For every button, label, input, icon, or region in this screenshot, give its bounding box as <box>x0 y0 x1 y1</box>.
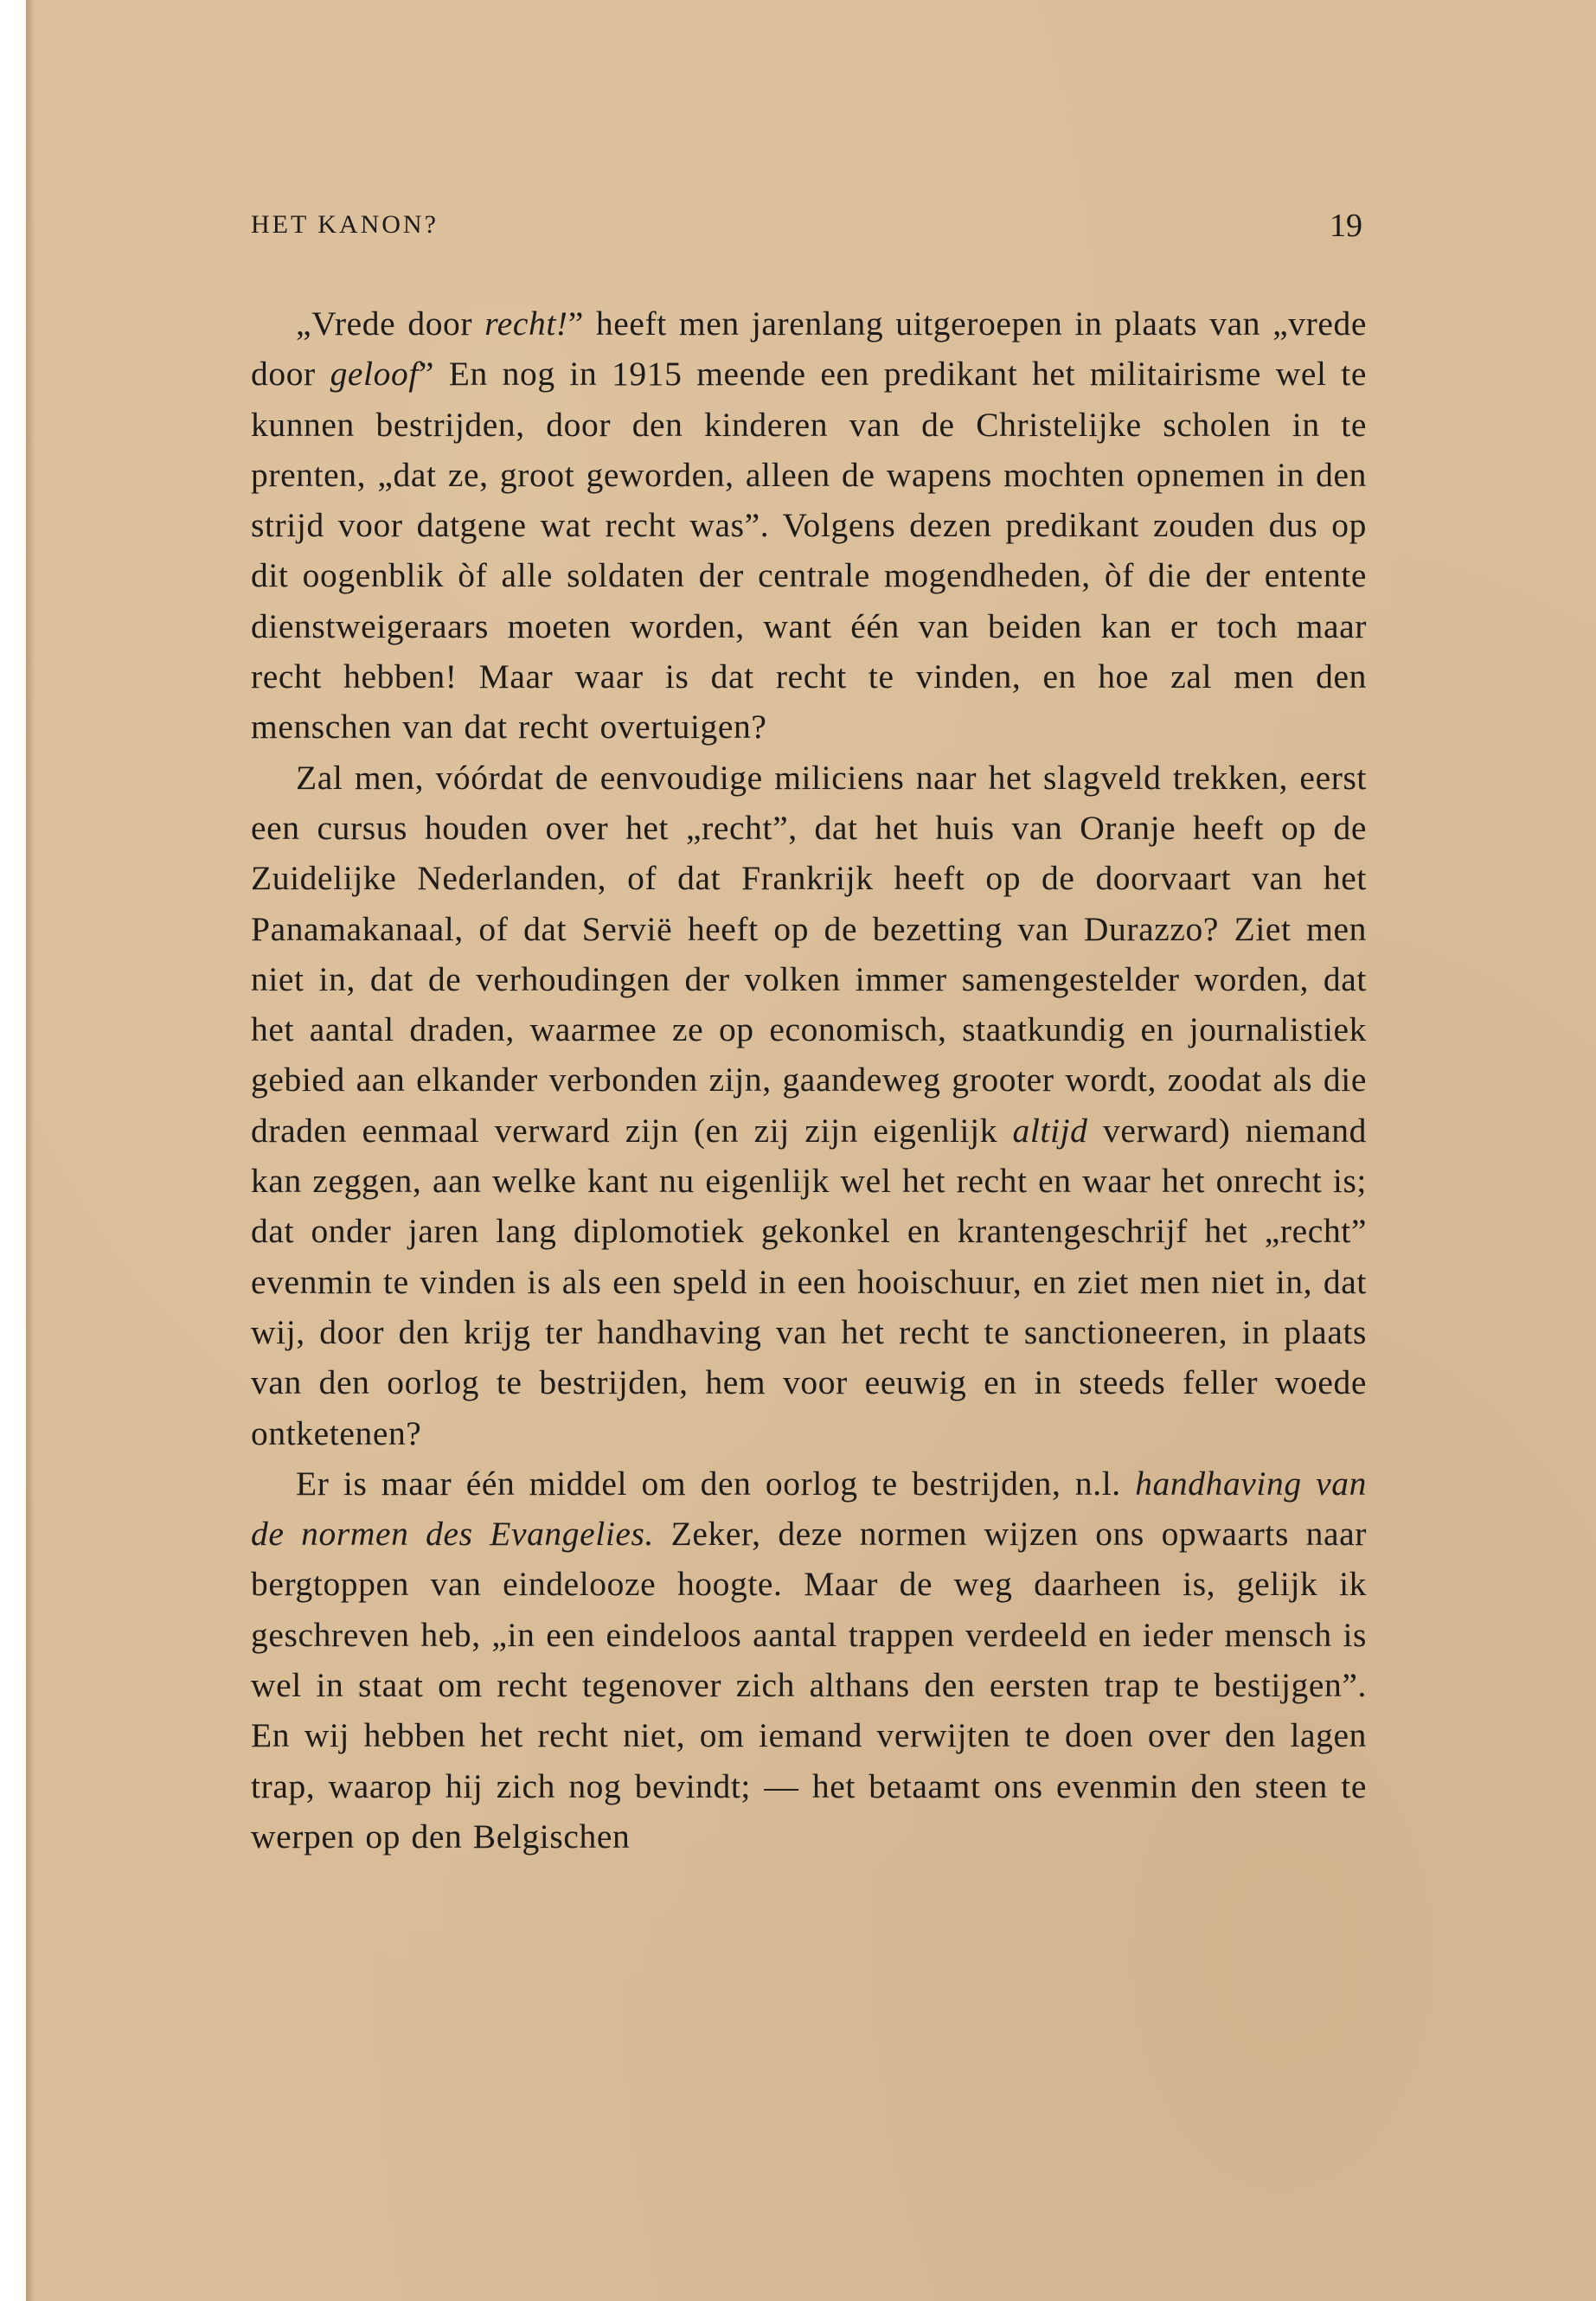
paragraph <box>251 1458 1367 1862</box>
running-head <box>251 210 1362 245</box>
page-number: 19 <box>1330 208 1362 244</box>
text-segment: ” En nog in 1915 meende een predikant het militairisme wel te kunnen bestrijden, door den kinderen van de Christelijke scholen in te prenten, „dat ze, groot geworden, alleen de wapens mochten opnemen in den strijd voor datgene wat recht was”. Volgens dezen predikant zouden dus op dit oogenblik òf alle soldaten der centrale mogendheden, òf die der entente dienstweigeraars moeten worden, want één van beiden kan er toch maar recht hebben! Maar waar is dat recht te vinden, en hoe zal men den menschen van dat recht overtuigen? <box>251 355 1368 747</box>
italic-segment: geloof <box>330 355 419 394</box>
paragraph <box>251 753 1367 1458</box>
body-text <box>251 298 1367 1862</box>
text-segment: Zal men, vóórdat de eenvoudige miliciens naar het slagveld trekken, eerst een cursus houden over het „recht”, dat het huis van Oranje heeft op de Zuidelijke Nederlanden, of dat Frankrijk heeft op de doorvaart van het Panamakanaal, of dat Servië heeft op de bezetting van Durazzo? Ziet men niet in, dat de verhoudingen der volken immer samengestelder worden, dat het aantal draden, waarmee ze op economisch, staatkundig en journalistiek gebied aan elkander verbonden zijn, gaandeweg grooter wordt, zoodat als die draden eenmaal verward zijn (en zij zijn eigenlijk <box>251 758 1367 1150</box>
text-segment: ” heeft men jarenlang uitgeroepen in plaats van „vrede door <box>251 304 1367 394</box>
page-edge-shadow <box>26 0 35 2301</box>
italic-segment: recht! <box>484 304 568 343</box>
text-segment: „Vrede door <box>296 304 485 343</box>
italic-segment: altijd <box>1012 1111 1088 1150</box>
text-segment: Er is maar één middel om den oorlog te bestrijden, n.l. <box>296 1464 1136 1503</box>
text-segment: Zeker, deze normen wijzen ons opwaarts naar bergtoppen van eindelooze hoogte. Maar de weg daarheen is, gelijk ik geschreven heb, „in een eindeloos aantal trappen verdeeld en ieder mensch is wel in staat om recht tegenover zich althans den eersten trap te bestijgen”. En wij hebben het recht niet, om iemand verwijten te doen over den lagen trap, waarop hij zich nog bevindt; — het betaamt ons evenmin den steen te werpen op den Belgischen <box>251 1515 1367 1856</box>
paragraph <box>251 298 1367 753</box>
italic-segment: handhaving van de normen des Evangelies. <box>251 1464 1367 1554</box>
running-head-title: HET KANON? <box>251 210 439 239</box>
text-segment: verward) niemand kan zeggen, aan welke kant nu eigenlijk wel het recht en waar het onrecht is; dat onder jaren lang diplomotiek gekonkel en krantengeschrijf het „recht” evenmin te vinden is als een speld in een hooischuur, en ziet men niet in, dat wij, door den krijg ter handhaving van het recht te sanctioneeren, in plaats van den oorlog te bestrijden, hem voor eeuwig en in steeds feller woede ontketenen? <box>251 1111 1367 1452</box>
